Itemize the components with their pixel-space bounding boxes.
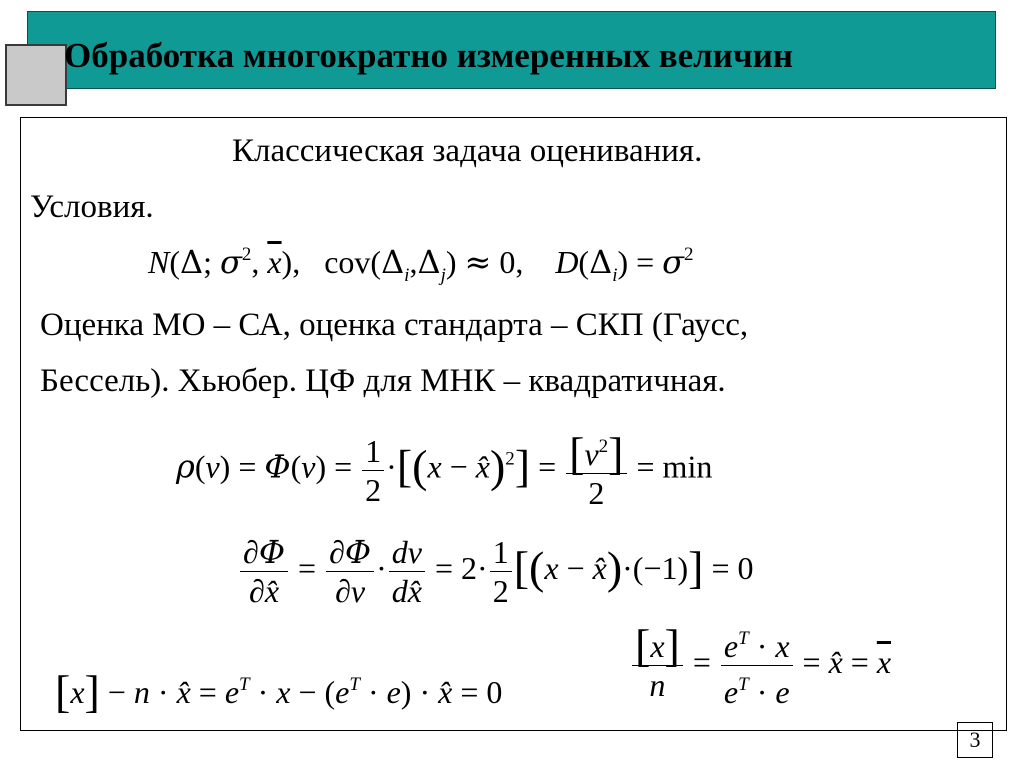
paragraph-line-2: Бессель). Хьюбер. ЦФ для МНК – квадратичная. [40,363,726,399]
conditions-label: Условия. [30,189,154,225]
subtitle: Классическая задача оценивания. [232,133,703,169]
slide-title: Обработка многократно измеренных величин [64,36,794,75]
formula-mean-estimate: $\frac{[x]}{n}$ = $\frac{e^T \cdot x}{e^T \cdot e}$ = x̂ = $\overline{x}$ [630,620,891,711]
formula-derivative: $\frac{\partial\Phi}{\partial x̂}$ = $\frac{\partial\Phi}{\partial v}$ · $\frac{dv}{dx̂}$ = 2· $\frac{1}{2}$ [(x − x̂)·(−1)] = 0 [238,533,754,610]
formula-normal-equation: [x] − n · x̂ = $e^T \cdot x - (e^T \cdot e)$ · x̂ = 0 [55,666,503,717]
page-number: 3 [957,722,993,758]
formula-distribution: N(Δ; $\sigma^2$, $\overline{x}$), $cov(\Delta_i,\Delta_j) \approx 0$, $D(\Delta_i) = \sigma^2$ [148,243,694,286]
title-decoration-square [5,44,67,106]
paragraph-line-1: Оценка МО – СА, оценка стандарта – СКП (Гаусс, [40,307,749,343]
formula-objective-function: ρ(v) = Φ(v) = $\frac{1}{2}$ ·[(x − x̂)$^2$] = $\frac{[v^2]}{2}$ = min [176,428,713,511]
